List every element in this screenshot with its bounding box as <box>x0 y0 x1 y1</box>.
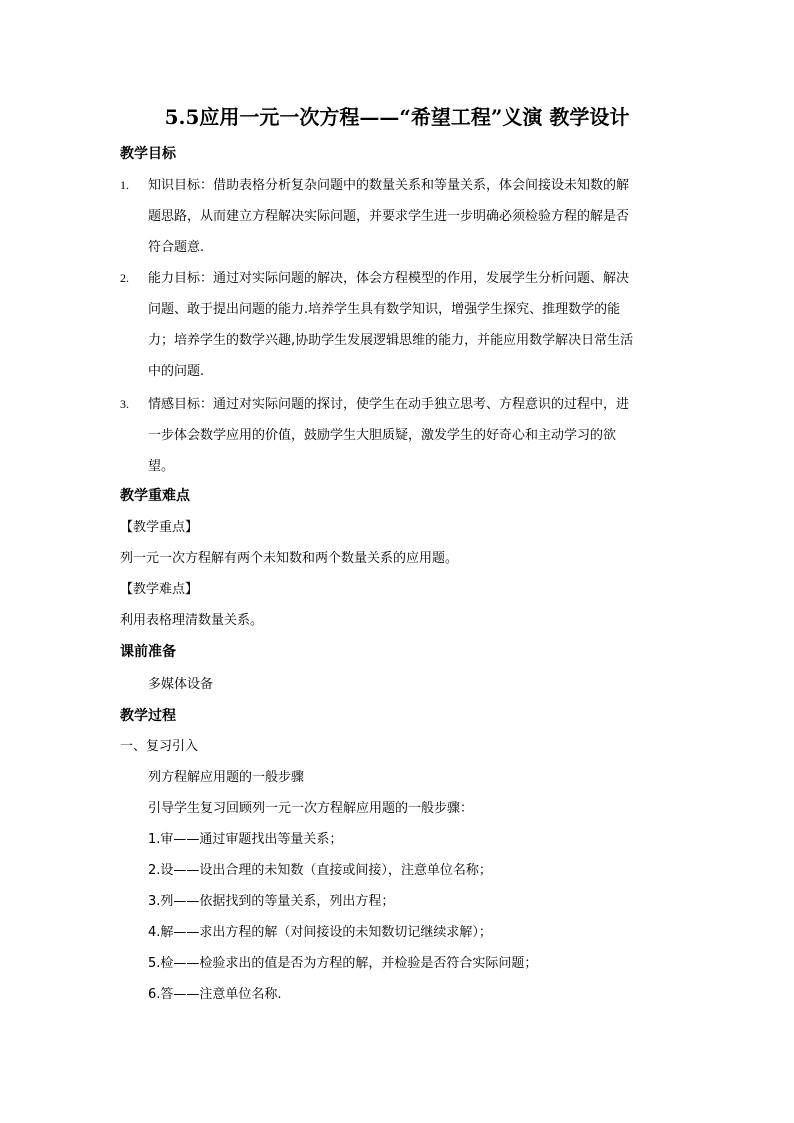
goal-1-line: 知识目标：借助表格分析复杂问题中的数量关系和等量关系，体会间接设未知数的解 <box>148 178 630 193</box>
review-intro: 引导学生复习回顾列一元一次方程解应用题的一般步骤： <box>148 801 474 816</box>
key-point-text: 列一元一次方程解有两个未知数和两个数量关系的应用题。 <box>120 551 459 566</box>
goal-item-1 <box>148 170 676 263</box>
key-point-label: 【教学重点】 <box>120 520 199 535</box>
goal-3-line: 情感目标：通过对实际问题的探讨，使学生在动手独立思考、方程意识的过程中，进 <box>148 397 630 412</box>
goal-3-line: 一步体会数学应用的价值，鼓励学生大胆质疑，激发学生的好奇心和主动学习的欲 <box>148 428 617 443</box>
heading-teaching-process: 教学过程 <box>120 708 176 724</box>
preparation-text: 多媒体设备 <box>148 677 214 692</box>
step-item: 6.答——注意单位名称. <box>148 987 282 1002</box>
step-item: 5.检——检验求出的值是否为方程的解，并检验是否符合实际问题； <box>148 956 538 971</box>
goal-2-line: 问题、敢于提出问题的能力.培养学生具有数学知识，增强学生探究、推理数学的能 <box>148 302 621 317</box>
goal-2-line: 中的问题. <box>148 364 205 379</box>
goal-2-line: 力；培养学生的数学兴趣,协助学生发展逻辑思维的能力，并能应用数学解决日常生活 <box>148 333 634 348</box>
step-item: 3.列——依据找到的等量关系，列出方程； <box>148 894 395 909</box>
goal-item-3 <box>148 389 676 482</box>
step-item: 2.设——设出合理的未知数（直接或间接），注意单位名称； <box>148 863 492 878</box>
goal-number-1: 1. <box>120 178 129 192</box>
step-item: 1.审——通过审题找出等量关系； <box>148 832 343 847</box>
heading-key-difficult: 教学重难点 <box>120 488 190 504</box>
goal-2-line: 能力目标：通过对实际问题的解决，体会方程模型的作用，发展学生分析问题、解决 <box>148 271 630 286</box>
review-subheading: 列方程解应用题的一般步骤 <box>148 770 305 785</box>
goal-1-line: 题思路，从而建立方程解决实际问题，并要求学生进一步明确必须检验方程的解是否 <box>148 209 630 224</box>
review-heading: 一、复习引入 <box>120 739 199 754</box>
heading-teaching-goals: 教学目标 <box>120 146 176 162</box>
difficult-point-label: 【教学难点】 <box>120 582 199 597</box>
goal-3-line: 望。 <box>148 459 175 474</box>
step-item: 4.解——求出方程的解（对间接设的未知数切记继续求解）； <box>148 925 492 940</box>
difficult-point-text: 利用表格理清数量关系。 <box>120 613 264 628</box>
goal-number-3: 3. <box>120 397 129 411</box>
goal-1-line: 符合题意. <box>148 240 205 255</box>
heading-preparation: 课前准备 <box>120 644 176 660</box>
goal-item-2 <box>148 263 676 387</box>
document-title: 5.5应用一元一次方程——“希望工程”义演 教学设计 <box>164 105 630 129</box>
goal-number-2: 2. <box>120 271 129 285</box>
